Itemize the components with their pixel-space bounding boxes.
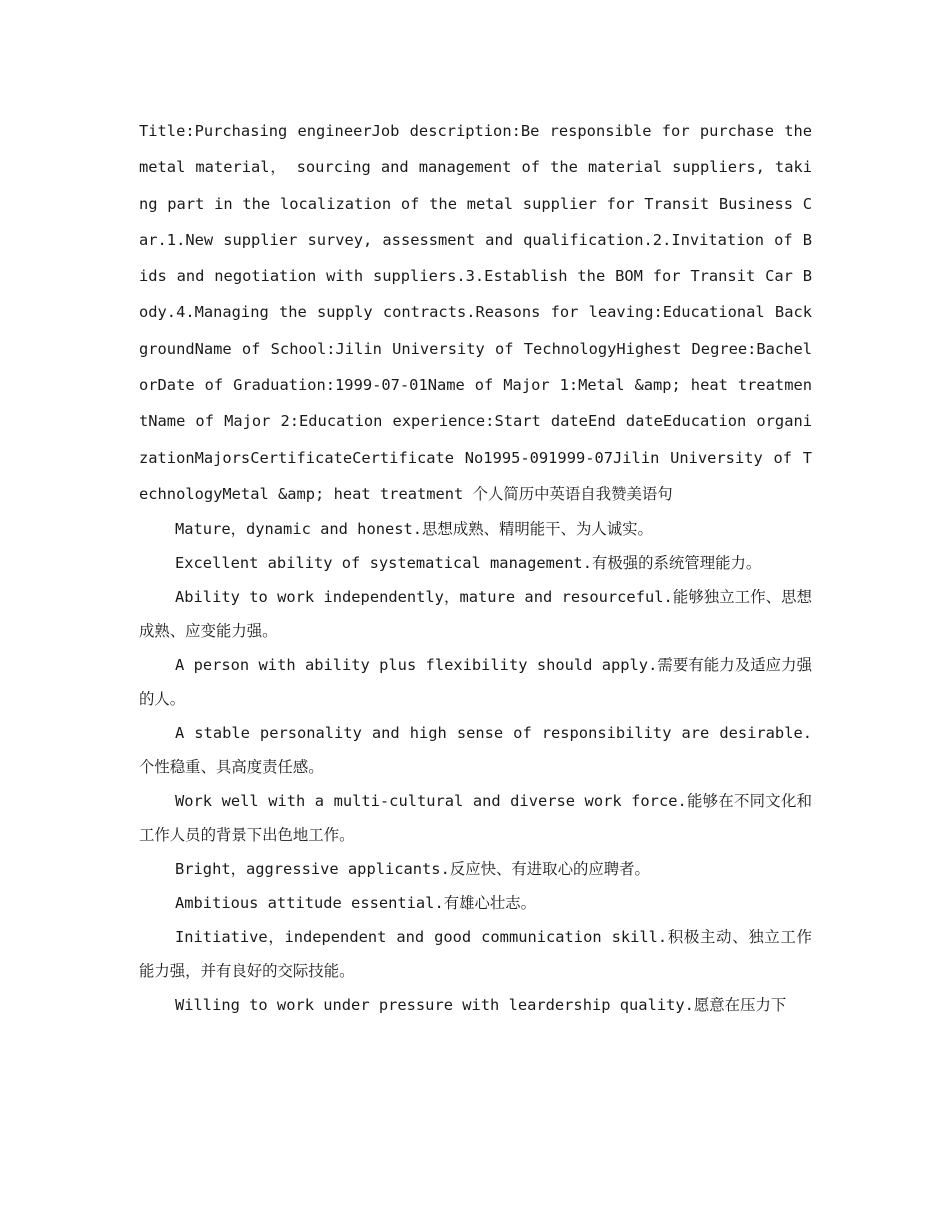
phrase-paragraph-1: Mature，dynamic and honest.思想成熟、精明能干、为人诚实。: [175, 520, 653, 539]
phrase-paragraph-5: A stable personality and high sense of responsibility are desirable.个性稳重、具高度责任感。: [139, 724, 812, 777]
phrase-paragraph-10: Willing to work under pressure with leardership quality.愿意在压力下: [175, 996, 787, 1015]
phrase-paragraph-8: Ambitious attitude essential.有雄心壮志。: [175, 894, 537, 913]
phrase-paragraph-2: Excellent ability of systematical management.有极强的系统管理能力。: [175, 554, 762, 573]
phrase-paragraph-4: A person with ability plus flexibility should apply.需要有能力及适应力强的人。: [139, 656, 812, 709]
document-page: [139, 113, 812, 1022]
resume-intro-text: Title:Purchasing engineerJob description:Be responsible for purchase the metal material， sourcing and management of the material suppliers, taking part in the localization of the metal supplier for Transit Business Car.1.New supplier survey, assessment and qualification.2.Invitation of Bids and negotiation with suppliers.3.Establish the BOM for Transit Car Body.4.Managing the supply contracts.Reasons for leaving:Educational BackgroundName of School:Jilin University of TechnologyHighest Degree:BachelorDate of Graduation:1999-07-01Name of Major 1:Metal &amp; heat treatmentName of Major 2:Education experience:Start dateEnd dateEducation organizationMajorsCertificateCertificate No1995-091999-07Jilin University of TechnologyMetal &amp; heat treatment 个人简历中英语自我赞美语句: [139, 122, 812, 503]
phrase-paragraph-3: Ability to work independently，mature and resourceful.能够独立工作、思想成熟、应变能力强。: [139, 588, 812, 641]
phrase-paragraph-7: Bright，aggressive applicants.反应快、有进取心的应聘者。: [175, 860, 650, 879]
phrase-paragraph-9: Initiative，independent and good communication skill.积极主动、独立工作能力强，并有良好的交际技能。: [139, 928, 812, 981]
phrase-paragraph-6: Work well with a multi-cultural and diverse work force.能够在不同文化和工作人员的背景下出色地工作。: [139, 792, 812, 845]
